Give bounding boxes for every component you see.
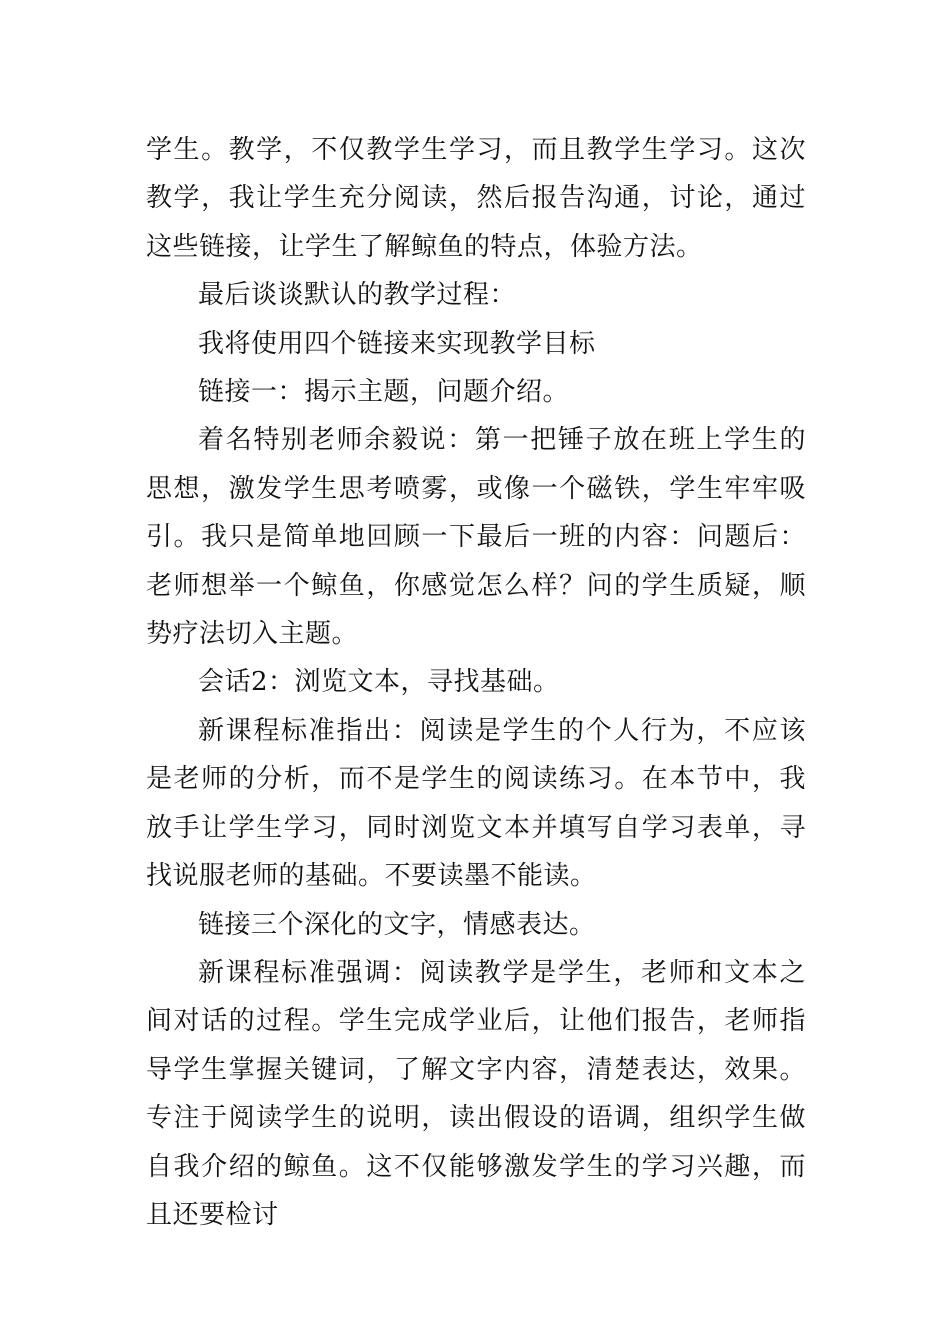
paragraph-link-one-body: 着名特别老师余毅说：第一把锤子放在班上学生的思想，激发学生思考喷雾，或像一个磁铁，学生牢牢吸引。我只是简单地回顾一下最后一班的内容：问题后：老师想举一个鲸鱼，你感觉怎么样？问的学生质疑，顺势疗法切入主题。 <box>146 425 806 650</box>
paragraph-four-links: 我将使用四个链接来实现教学目标 <box>198 328 596 359</box>
paragraph-link-one-heading: 链接一：揭示主题，问题介绍。 <box>198 377 570 408</box>
paragraph-session-two-heading: 会话2：浏览文本，寻找基础。 <box>198 667 560 698</box>
paragraph-link-three-heading: 链接三个深化的文字，情感表达。 <box>198 909 596 940</box>
document-body <box>146 126 806 1239</box>
paragraph-continuation: 学生。教学，不仅教学生学习，而且教学生学习。这次教学，我让学生充分阅读，然后报告沟通，讨论，通过这些链接，让学生了解鲸鱼的特点，体验方法。 <box>146 135 806 262</box>
paragraph-link-three-body: 新课程标准强调：阅读教学是学生，老师和文本之间对话的过程。学生完成学业后，让他们报告，老师指导学生掌握关键词，了解文字内容，清楚表达，效果。专注于阅读学生的说明，读出假设的语调，组织学生做自我介绍的鲸鱼。这不仅能够激发学生的学习兴趣，而且还要检讨 <box>146 957 806 1230</box>
paragraph-session-two-body: 新课程标准指出：阅读是学生的个人行为，不应该是老师的分析，而不是学生的阅读练习。在本节中，我放手让学生学习，同时浏览文本并填写自学习表单，寻找说服老师的基础。不要读墨不能读。 <box>146 715 806 892</box>
paragraph-process-intro: 最后谈谈默认的教学过程： <box>198 280 517 311</box>
